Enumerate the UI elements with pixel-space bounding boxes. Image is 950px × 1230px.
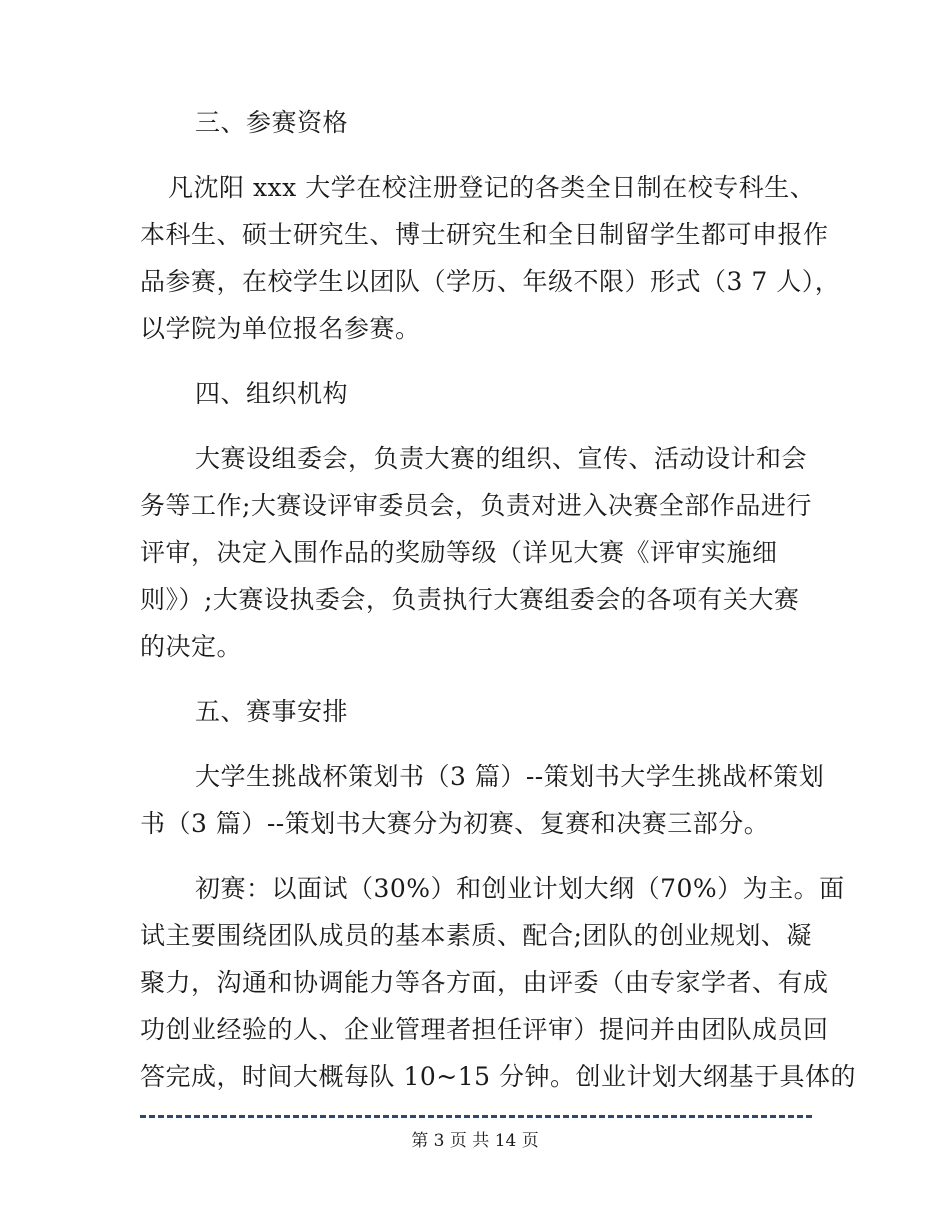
paragraph-line: 以学院为单位报名参赛。	[140, 314, 421, 343]
paragraph-line: 功创业经验的人、企业管理者担任评审）提问并由团队成员回	[140, 1015, 829, 1044]
paragraph-line: 聚力，沟通和协调能力等各方面，由评委（由专家学者、有成	[140, 968, 829, 997]
footer-divider	[140, 1115, 812, 1118]
paragraph-line: 本科生、硕士研究生、博士研究生和全日制留学生都可申报作	[140, 220, 829, 249]
paragraph-line: 的决定。	[140, 632, 243, 661]
paragraph-line: 试主要围绕团队成员的基本素质、配合;团队的创业规划、凝	[140, 921, 812, 950]
paragraph-line: 品参赛，在校学生以团队（学历、年级不限）形式（3 7 人），	[140, 267, 841, 296]
paragraph-line: 初赛：以面试（30%）和创业计划大纲（70%）为主。面	[195, 874, 845, 903]
paragraph-line: 评审，决定入围作品的奖励等级（详见大赛《评审实施细	[140, 538, 778, 567]
section-heading-eligibility: 三、参赛资格	[195, 108, 349, 137]
paragraph-line: 答完成，时间大概每队 10~15 分钟。创业计划大纲基于具体的	[140, 1062, 856, 1091]
paragraph-line: 大学生挑战杯策划书（3 篇）--策划书大学生挑战杯策划	[195, 762, 825, 791]
section-heading-schedule: 五、赛事安排	[195, 697, 349, 726]
paragraph-line: 则》）;大赛设执委会，负责执行大赛组委会的各项有关大赛	[140, 585, 800, 614]
section-heading-organization: 四、组织机构	[195, 379, 349, 408]
page-number: 第 3 页 共 14 页	[411, 1131, 539, 1151]
paragraph-line: 书（3 篇）--策划书大赛分为初赛、复赛和决赛三部分。	[140, 809, 770, 838]
paragraph-line: 凡沈阳 xxx 大学在校注册登记的各类全日制在校专科生、	[168, 173, 816, 202]
paragraph-line: 务等工作;大赛设评审委员会，负责对进入决赛全部作品进行	[140, 491, 812, 520]
paragraph-line: 大赛设组委会，负责大赛的组织、宣传、活动设计和会	[195, 444, 808, 473]
